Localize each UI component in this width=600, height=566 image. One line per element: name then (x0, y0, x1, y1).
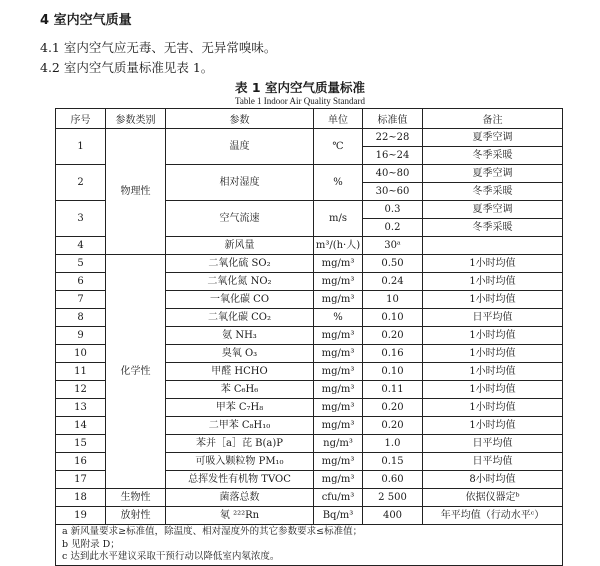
note-cell: 日平均值 (423, 453, 563, 471)
footnote: b 见附录 D； (62, 538, 120, 550)
footnote: a 新风量要求≥标准值，除温度、相对湿度外的其它参数要求≤标准值； (62, 526, 363, 537)
param-cell: 甲苯 C₇H₈ (166, 399, 314, 417)
row-number: 9 (56, 327, 106, 345)
unit-cell: mg/m³ (314, 363, 363, 381)
note-cell: 8小时均值 (423, 471, 563, 489)
standard-value-cell: 0.50 (363, 255, 423, 273)
row-number: 19 (56, 507, 106, 525)
standard-value-cell: 16~24 (363, 147, 423, 165)
note-cell: 夏季空调 (423, 129, 563, 147)
note-cell: 1小时均值 (423, 399, 563, 417)
section-title: 4 室内空气质量 (40, 13, 132, 28)
unit-cell: mg/m³ (314, 453, 363, 471)
unit-cell: mg/m³ (314, 417, 363, 435)
standard-value-cell: 0.10 (363, 363, 423, 381)
row-number: 16 (56, 453, 106, 471)
note-cell: 日平均值 (423, 309, 563, 327)
param-cell: 苯 C₆H₆ (166, 381, 314, 399)
standard-value-cell: 0.3 (363, 201, 423, 219)
param-cell: 二氧化氮 NO₂ (166, 273, 314, 291)
row-number: 4 (56, 237, 106, 255)
row-number: 2 (56, 165, 106, 201)
note-cell: 1小时均值 (423, 381, 563, 399)
unit-cell: % (314, 309, 363, 327)
standard-value-cell: 0.24 (363, 273, 423, 291)
param-cell: 二氧化碳 CO₂ (166, 309, 314, 327)
note-cell: 日平均值 (423, 435, 563, 453)
note-cell: 依据仪器定ᵇ (423, 489, 563, 507)
paragraph-4-1: 4.1 室内空气应无毒、无害、无异常嗅味。 (40, 40, 277, 55)
param-cell: 二甲苯 C₈H₁₀ (166, 417, 314, 435)
standard-value-cell: 2 500 (363, 489, 423, 507)
header-no: 序号 (56, 109, 106, 129)
param-cell: 二氧化硫 SO₂ (166, 255, 314, 273)
unit-cell: mg/m³ (314, 471, 363, 489)
param-cell: 总挥发性有机物 TVOC (166, 471, 314, 489)
standard-value-cell: 0.60 (363, 471, 423, 489)
unit-cell: mg/m³ (314, 399, 363, 417)
param-cell: 臭氧 O₃ (166, 345, 314, 363)
note-cell: 冬季采暖 (423, 219, 563, 237)
note-cell: 1小时均值 (423, 255, 563, 273)
standard-value-cell: 1.0 (363, 435, 423, 453)
note-cell: 1小时均值 (423, 363, 563, 381)
category-cell: 生物性 (106, 489, 166, 507)
category-cell: 化学性 (106, 255, 166, 489)
param-cell: 苯并［a］芘 B(a)P (166, 435, 314, 453)
row-number: 15 (56, 435, 106, 453)
category-cell: 物理性 (106, 129, 166, 255)
param-cell: 新风量 (166, 237, 314, 255)
standard-value-cell: 0.20 (363, 417, 423, 435)
row-number: 14 (56, 417, 106, 435)
note-cell: 1小时均值 (423, 417, 563, 435)
row-number: 7 (56, 291, 106, 309)
header-param: 参数 (166, 109, 314, 129)
standard-value-cell: 30ᵃ (363, 237, 423, 255)
unit-cell: m³/(h·人) (314, 237, 363, 255)
note-cell: 1小时均值 (423, 345, 563, 363)
standard-value-cell: 400 (363, 507, 423, 525)
unit-cell: ℃ (314, 129, 363, 165)
param-cell: 温度 (166, 129, 314, 165)
row-number: 1 (56, 129, 106, 165)
unit-cell: Bq/m³ (314, 507, 363, 525)
paragraph-4-2: 4.2 室内空气质量标准见表 1。 (40, 60, 214, 75)
header-value: 标准值 (363, 109, 423, 129)
note-cell: 1小时均值 (423, 291, 563, 309)
standard-value-cell: 22~28 (363, 129, 423, 147)
param-cell: 一氧化碳 CO (166, 291, 314, 309)
note-cell: 夏季空调 (423, 201, 563, 219)
row-number: 13 (56, 399, 106, 417)
row-number: 3 (56, 201, 106, 237)
note-cell: 冬季采暖 (423, 147, 563, 165)
unit-cell: mg/m³ (314, 345, 363, 363)
unit-cell: ng/m³ (314, 435, 363, 453)
row-number: 12 (56, 381, 106, 399)
unit-cell: cfu/m³ (314, 489, 363, 507)
table-row (56, 255, 563, 273)
table-row (56, 489, 563, 507)
standard-value-cell: 0.20 (363, 399, 423, 417)
row-number: 6 (56, 273, 106, 291)
note-cell: 1小时均值 (423, 327, 563, 345)
param-cell: 相对湿度 (166, 165, 314, 201)
row-number: 17 (56, 471, 106, 489)
footnotes (56, 525, 563, 566)
note-cell: 夏季空调 (423, 165, 563, 183)
note-cell: 冬季采暖 (423, 183, 563, 201)
row-number: 18 (56, 489, 106, 507)
param-cell: 空气流速 (166, 201, 314, 237)
table-title: 表 1 室内空气质量标准 (235, 80, 365, 95)
standard-value-cell: 0.20 (363, 327, 423, 345)
row-number: 10 (56, 345, 106, 363)
note-cell (423, 237, 563, 255)
param-cell: 氡 ²²²Rn (166, 507, 314, 525)
standard-value-cell: 0.11 (363, 381, 423, 399)
param-cell: 可吸入颗粒物 PM₁₀ (166, 453, 314, 471)
unit-cell: mg/m³ (314, 273, 363, 291)
param-cell: 甲醛 HCHO (166, 363, 314, 381)
header-unit: 单位 (314, 109, 363, 129)
unit-cell: mg/m³ (314, 381, 363, 399)
standard-value-cell: 40~80 (363, 165, 423, 183)
note-cell: 1小时均值 (423, 273, 563, 291)
unit-cell: mg/m³ (314, 255, 363, 273)
table-title-en: Table 1 Indoor Air Quality Standard (234, 96, 366, 106)
header-note: 备注 (423, 109, 563, 129)
footnotes-row (56, 525, 563, 566)
row-number: 5 (56, 255, 106, 273)
row-number: 11 (56, 363, 106, 381)
table-row (56, 507, 563, 525)
row-number: 8 (56, 309, 106, 327)
header-category: 参数类别 (106, 109, 166, 129)
unit-cell: mg/m³ (314, 327, 363, 345)
note-cell: 年平均值（行动水平ᶜ） (423, 507, 563, 525)
standard-value-cell: 0.16 (363, 345, 423, 363)
unit-cell: % (314, 165, 363, 201)
footnote: c 达到此水平建议采取干预行动以降低室内氡浓度。 (62, 551, 280, 562)
air-quality-table (55, 108, 563, 566)
table-header-row (56, 109, 563, 129)
standard-value-cell: 30~60 (363, 183, 423, 201)
category-cell: 放射性 (106, 507, 166, 525)
table-row (56, 129, 563, 147)
standard-value-cell: 0.2 (363, 219, 423, 237)
unit-cell: mg/m³ (314, 291, 363, 309)
param-cell: 氨 NH₃ (166, 327, 314, 345)
unit-cell: m/s (314, 201, 363, 237)
standard-value-cell: 0.10 (363, 309, 423, 327)
param-cell: 菌落总数 (166, 489, 314, 507)
standard-value-cell: 10 (363, 291, 423, 309)
standard-value-cell: 0.15 (363, 453, 423, 471)
